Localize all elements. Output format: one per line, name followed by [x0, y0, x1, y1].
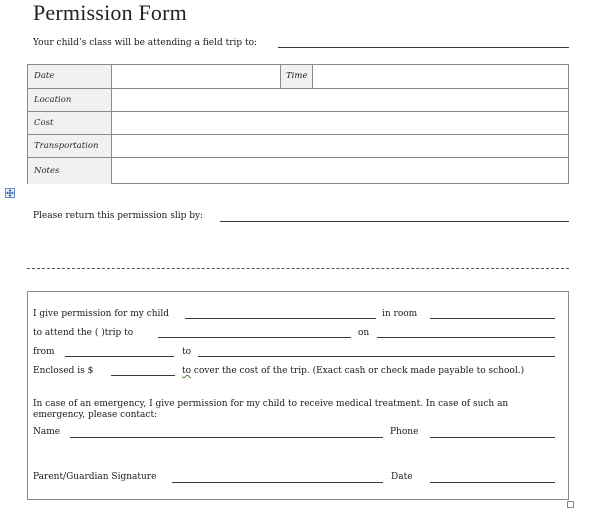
phone-label: Phone	[390, 427, 419, 437]
location-row	[28, 88, 568, 112]
cut-line	[27, 268, 569, 269]
transportation-label: Transportation	[28, 135, 112, 158]
emergency-line-2: emergency, please contact:	[33, 410, 158, 420]
signature-date-line[interactable]	[430, 482, 555, 483]
from-label: from	[33, 347, 55, 357]
signature-date-label: Date	[391, 472, 413, 482]
transportation-row	[28, 134, 568, 158]
cover-to-word: to	[182, 366, 192, 376]
page-title: Permission Form	[33, 0, 187, 25]
date-label: Date	[28, 65, 112, 88]
permission-slip-box	[27, 291, 569, 500]
date-value-cell[interactable]	[112, 65, 568, 88]
return-by-line[interactable]	[220, 221, 569, 222]
trip-destination-line[interactable]	[158, 337, 351, 338]
room-line[interactable]	[430, 318, 555, 319]
to-time-line[interactable]	[198, 356, 555, 357]
amount-line[interactable]	[111, 375, 175, 376]
attend-label: to attend the ( )trip to	[33, 328, 134, 338]
time-label: Time	[280, 65, 313, 88]
trip-details-table	[27, 64, 569, 184]
contact-name-label: Name	[33, 427, 61, 437]
field-trip-destination-line[interactable]	[278, 47, 569, 48]
location-label: Location	[28, 89, 112, 112]
notes-label: Notes	[28, 158, 112, 184]
in-room-label: in room	[382, 309, 418, 319]
return-by-prompt: Please return this permission slip by:	[33, 211, 204, 221]
contact-name-line[interactable]	[70, 437, 383, 438]
cost-label: Cost	[28, 112, 112, 135]
trip-date-line[interactable]	[377, 337, 555, 338]
phone-line[interactable]	[430, 437, 555, 438]
notes-value-cell[interactable]	[112, 158, 568, 184]
permission-label: I give permission for my child	[33, 309, 170, 319]
cover-cost-rest: cover the cost of the trip. (Exact cash or check made payable to school.)	[191, 366, 525, 376]
transportation-value-cell[interactable]	[112, 135, 568, 158]
location-value-cell[interactable]	[112, 89, 568, 112]
from-time-line[interactable]	[65, 356, 174, 357]
signature-line[interactable]	[172, 482, 383, 483]
cover-cost-text	[182, 366, 524, 376]
to-label: to	[182, 347, 192, 357]
table-resize-handle[interactable]	[567, 501, 574, 508]
emergency-line-1: In case of an emergency, I give permission for my child to receive medical treatment. In case of such an	[33, 399, 509, 409]
cost-value-cell[interactable]	[112, 112, 568, 135]
signature-label: Parent/Guardian Signature	[33, 472, 157, 482]
move-arrows-icon	[6, 189, 14, 197]
notes-row	[28, 157, 568, 184]
enclosed-label: Enclosed is $	[33, 366, 94, 376]
on-label: on	[358, 328, 370, 338]
field-trip-prompt: Your child’s class will be attending a field trip to:	[33, 38, 258, 48]
date-row	[28, 65, 568, 88]
child-name-line[interactable]	[185, 318, 376, 319]
cost-row	[28, 111, 568, 135]
table-move-handle-icon[interactable]	[5, 188, 15, 198]
